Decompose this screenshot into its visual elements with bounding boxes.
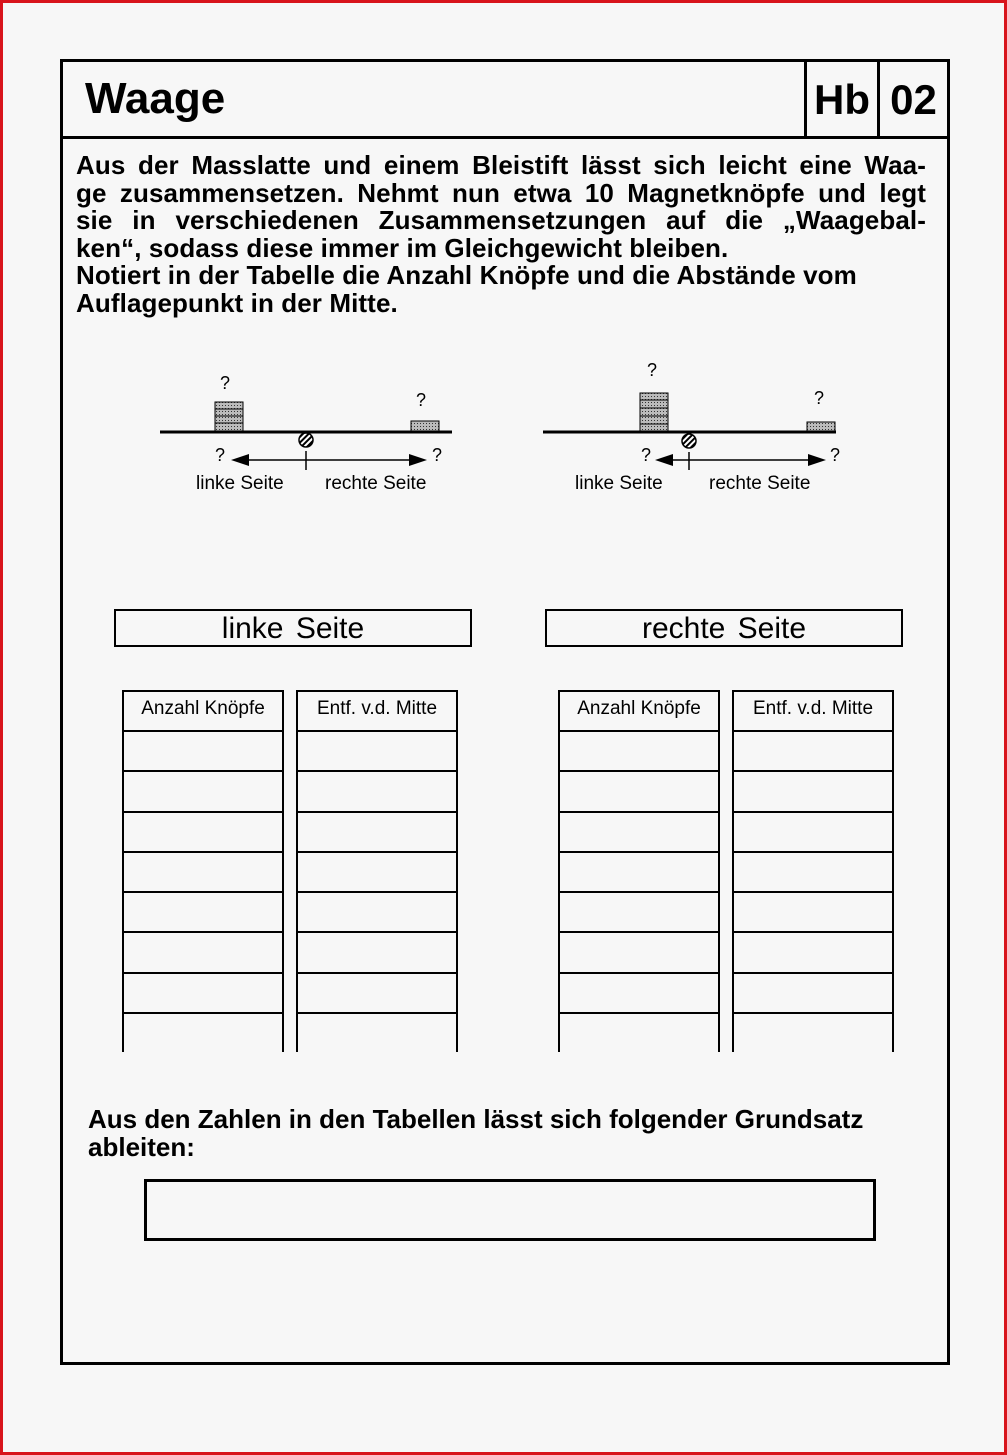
conclusion-prompt [88, 1105, 928, 1161]
table-row[interactable] [734, 813, 892, 853]
answer-box[interactable] [144, 1179, 876, 1241]
page-title: Waage [85, 74, 226, 123]
question-mark-right-distance: ? [830, 445, 841, 465]
table-row[interactable] [560, 853, 718, 893]
table-row[interactable] [560, 732, 718, 772]
table-row[interactable] [560, 1014, 718, 1052]
table-row[interactable] [124, 853, 282, 893]
table-row[interactable] [124, 732, 282, 772]
balance-diagrams [0, 0, 1007, 560]
table-row[interactable] [560, 933, 718, 973]
instruction-line: Notiert in der Tabelle die Anzahl Knöpfe und die Abstände vom [76, 260, 857, 291]
table-row[interactable] [560, 974, 718, 1014]
column-header-count: Anzahl Knöpfe [124, 692, 282, 732]
table-row[interactable] [734, 893, 892, 933]
table-row[interactable] [124, 893, 282, 933]
button-stack-left [215, 402, 243, 431]
pivot-pencil [682, 434, 696, 448]
question-mark-left-distance: ? [215, 445, 226, 465]
instruction-line: Auflagepunkt in der Mitte. [76, 287, 398, 318]
right-side-heading: rechte Seite [545, 609, 903, 647]
table-row[interactable] [298, 974, 456, 1014]
table-row[interactable] [734, 974, 892, 1014]
table-row[interactable] [298, 853, 456, 893]
question-mark-left-count: ? [647, 360, 658, 380]
table-row[interactable] [560, 893, 718, 933]
instruction-line: ge zusammensetzen. Nehmt nun etwa 10 Magnetknöpfe und legt [76, 177, 926, 208]
instruction-line: ken“, sodass diese immer im Gleichgewicht bleiben. [76, 232, 729, 263]
table-row[interactable] [298, 893, 456, 933]
left-side-heading: linke Seite [114, 609, 472, 647]
table-row[interactable] [124, 1014, 282, 1052]
diagram-label-left: linke Seite [575, 473, 663, 494]
right-distance-table [732, 690, 894, 1052]
question-mark-right-count: ? [814, 388, 825, 408]
diagram-label-right: rechte Seite [325, 473, 427, 494]
conclusion-line: ableiten: [88, 1132, 195, 1162]
right-count-table [558, 690, 720, 1052]
question-mark-right-count: ? [416, 390, 427, 410]
left-distance-table [296, 690, 458, 1052]
table-row[interactable] [298, 1014, 456, 1052]
table-row[interactable] [124, 974, 282, 1014]
button-stack-right [807, 422, 835, 431]
button-stack-right [411, 421, 439, 431]
table-row[interactable] [560, 772, 718, 812]
table-row[interactable] [124, 813, 282, 853]
instruction-line: Aus der Masslatte und einem Bleistift lässt sich leicht eine Waa- [76, 150, 926, 180]
sheet-number: 02 [877, 62, 947, 136]
table-row[interactable] [734, 1014, 892, 1052]
conclusion-line: Aus den Zahlen in den Tabellen lässt sich folgender Grundsatz [88, 1104, 864, 1134]
column-header-count: Anzahl Knöpfe [560, 692, 718, 732]
table-row[interactable] [560, 813, 718, 853]
column-header-distance: Entf. v.d. Mitte [298, 692, 456, 732]
pivot-pencil [299, 433, 313, 447]
balance-diagram-1 [160, 373, 452, 494]
subject-code: Hb [804, 62, 877, 136]
table-row[interactable] [298, 813, 456, 853]
table-row[interactable] [298, 772, 456, 812]
question-mark-right-distance: ? [432, 445, 443, 465]
table-row[interactable] [734, 853, 892, 893]
question-mark-left-distance: ? [641, 445, 652, 465]
button-stack-left [640, 393, 668, 431]
column-header-distance: Entf. v.d. Mitte [734, 692, 892, 732]
table-row[interactable] [298, 732, 456, 772]
table-row[interactable] [124, 772, 282, 812]
balance-diagram-2 [543, 360, 840, 494]
table-row[interactable] [734, 933, 892, 973]
question-mark-left-count: ? [220, 373, 231, 393]
table-row[interactable] [734, 772, 892, 812]
table-row[interactable] [734, 732, 892, 772]
instruction-line: sie in verschiedenen Zusammensetzungen auf die „Waagebal- [76, 205, 926, 236]
diagram-label-left: linke Seite [196, 473, 284, 494]
table-row[interactable] [298, 933, 456, 973]
diagram-label-right: rechte Seite [709, 473, 811, 494]
left-count-table [122, 690, 284, 1052]
table-row[interactable] [124, 933, 282, 973]
